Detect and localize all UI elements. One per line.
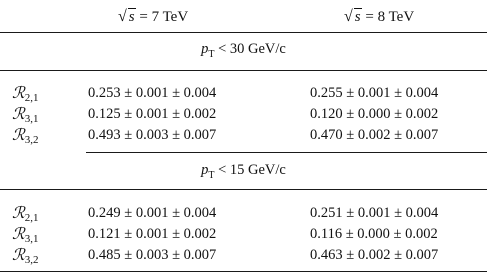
value-7tev: 0.253 ± 0.001 ± 0.004 bbox=[88, 85, 217, 101]
value-7tev: 0.249 ± 0.001 ± 0.004 bbox=[88, 205, 217, 221]
sqrt-symbol: √ s bbox=[118, 8, 135, 25]
value-8tev: 0.255 ± 0.001 ± 0.004 bbox=[310, 85, 439, 101]
section-1-title: $p_T < 30$ GeV/c bbox=[201, 41, 286, 60]
header-7tev bbox=[118, 8, 188, 26]
value-8tev: 0.120 ± 0.000 ± 0.002 bbox=[310, 106, 439, 122]
ratio-label: ℛ$_{3,1}$ bbox=[12, 226, 39, 245]
value-8tev: 0.116 ± 0.000 ± 0.002 bbox=[310, 226, 438, 242]
value-7tev: 0.485 ± 0.003 ± 0.007 bbox=[88, 247, 217, 263]
value-8tev: 0.470 ± 0.002 ± 0.007 bbox=[310, 127, 439, 143]
ratio-label: ℛ$_{3,2}$ bbox=[12, 127, 39, 146]
header-8tev-text: = 8 TeV bbox=[361, 9, 415, 25]
ratio-label: ℛ$_{3,2}$ bbox=[12, 247, 39, 266]
section-2-rule bbox=[0, 189, 487, 190]
header-8tev bbox=[344, 8, 414, 26]
value-7tev: 0.125 ± 0.001 ± 0.002 bbox=[88, 106, 217, 122]
value-8tev: 0.463 ± 0.002 ± 0.007 bbox=[310, 247, 439, 263]
ratio-label: ℛ$_{2,1}$ bbox=[12, 85, 39, 104]
value-7tev: 0.121 ± 0.001 ± 0.002 bbox=[88, 226, 217, 242]
sqrt-symbol: √ s bbox=[344, 8, 361, 25]
top-rule bbox=[0, 32, 487, 33]
header-7tev-text: = 7 TeV bbox=[135, 9, 189, 25]
section-2-top-rule bbox=[86, 152, 487, 153]
ratio-label: ℛ$_{2,1}$ bbox=[12, 205, 39, 224]
section-2-title: $p_T < 15$ GeV/c bbox=[201, 162, 286, 181]
bottom-rule bbox=[0, 271, 487, 272]
value-7tev: 0.493 ± 0.003 ± 0.007 bbox=[88, 127, 217, 143]
section-1-rule bbox=[0, 70, 487, 71]
ratio-label: ℛ$_{3,1}$ bbox=[12, 106, 39, 125]
value-8tev: 0.251 ± 0.001 ± 0.004 bbox=[310, 205, 439, 221]
